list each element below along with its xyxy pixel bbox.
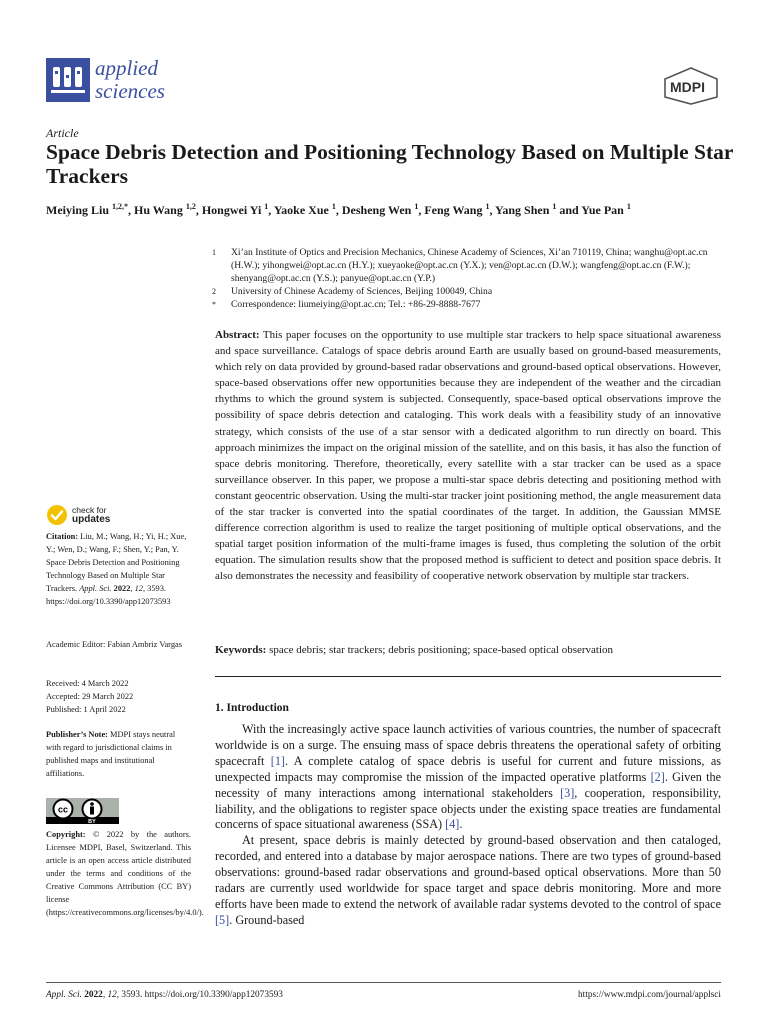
affiliations <box>212 246 727 311</box>
paragraph-text: . <box>459 817 463 832</box>
author-affiliation-sup: 1 <box>264 202 269 211</box>
abstract-label: Abstract: <box>215 329 260 341</box>
publisher-note-label: Publisher’s Note: <box>46 730 108 739</box>
section-heading: 1. Introduction <box>215 702 289 714</box>
footer-year: 2022 <box>84 990 103 1000</box>
accepted-date: Accepted: 29 March 2022 <box>46 692 134 701</box>
affiliation-mark: 1 <box>212 248 216 257</box>
journal-name <box>95 57 165 103</box>
paragraph-text: . A complete catalog of space debris is useful for current and future missions, as unexpected impacts may compromise the mission of the impacted operative platforms <box>215 753 721 784</box>
copyright-notice <box>46 828 204 919</box>
author-name: Desheng Wen <box>341 203 415 217</box>
received-date: Received: 4 March 2022 <box>46 679 129 688</box>
journal-name-line1: applied <box>95 56 158 80</box>
footer-journal-url[interactable]: https://www.mdpi.com/journal/applsci <box>578 990 721 1000</box>
svg-text:cc: cc <box>57 804 69 815</box>
author-name: Hongwei Yi <box>201 203 265 217</box>
keywords <box>215 642 721 658</box>
footer-doi[interactable]: , 3593. https://doi.org/10.3390/app12073593 <box>116 990 283 1000</box>
publisher-note-text: MDPI stays neutral with regard to jurisdictional claims in published maps and institutional affiliations. <box>46 730 176 778</box>
reference-link[interactable]: [1] <box>270 753 285 768</box>
affiliation-item <box>212 246 727 285</box>
intro-body <box>215 722 721 929</box>
page-title: Space Debris Detection and Positioning Technology Based on Multiple Star Trackers <box>46 140 734 188</box>
published-date: Published: 1 April 2022 <box>46 705 126 714</box>
author-name: Yaoke Xue <box>273 203 332 217</box>
cc-by-license-icon[interactable] <box>46 798 119 824</box>
reference-link[interactable]: [2] <box>650 769 665 784</box>
copyright-text: © 2022 by the authors. Licensee MDPI, Basel, Switzerland. This article is an open access article distributed under the terms and conditions of the Creative Commons Attribution (CC BY) license (https://creativecommons.org/licenses/by/4.0/). <box>46 830 204 917</box>
abstract-text: This paper focuses on the opportunity to use multiple star trackers to help space situational awareness and space surveillance. Catalogs of space debris around Earth are usually based on ground-based measurements, which rely on data provided by ground-based radar observations and ground-based optical observations. However, space-based observations offer new opportunities because they are independent of the weather and the circadian rhythms to which the ground system is subjected. Consequently, space-based optical observations improve the possibility of space debris detection and cataloging. This work deals with a feasibility study of an innovative strategy, which consists of the use of a star sensor with a dedicated algorithm to run directly on board. This approach minimizes the impact on the original mission of the satellite, and on this basis, it has also the function of space debris monitoring. Therefore, theoretically, every satellite with a star tracker can be used as a space surveillance observer. In this paper, we propose a multi-star space debris detecting and positioning method with constant geocentric observation. Using the multi-star tracker joint positioning method, the angle measurement data of the star tracker is converted into the spatial coordinates of the target. In addition, the Gaussian MMSE difference correction algorithm is used to realize the target positioning of multiple optical observations, and the spatial target position information of the multi-frame images is fused, thus completing the solution of the orbit equation. The simulation results show that the proposed method is sufficient to detect and position space debris. It also demonstrates the necessity and feasibility of cooperative network observation by multiple star trackers. <box>215 329 721 583</box>
affiliation-item <box>212 298 727 311</box>
author-affiliation-sup: 1 <box>331 202 336 211</box>
check-updates-line2: updates <box>72 514 111 525</box>
author-name: Meiying Liu <box>46 203 113 217</box>
article-type: Article <box>46 126 79 140</box>
citation-volume: 12 <box>134 584 143 593</box>
author-affiliation-sup: 1,2,* <box>112 202 129 211</box>
footer-journal: Appl. Sci. <box>46 990 82 1000</box>
affiliation-mark: 2 <box>212 287 216 296</box>
affiliation-mark: * <box>212 300 216 309</box>
paragraph-text: . Ground-based <box>229 912 305 927</box>
keywords-label: Keywords: <box>215 644 267 656</box>
author-name: Hu Wang <box>134 203 186 217</box>
author-affiliation-sup: 1 <box>626 202 631 211</box>
intro-paragraph-2 <box>215 833 721 928</box>
author-name: Yue Pan <box>581 203 627 217</box>
footer-divider <box>46 982 721 983</box>
mdpi-logo <box>662 66 720 106</box>
check-updates-icon <box>46 504 68 526</box>
cc-by-label: BY <box>88 819 96 824</box>
citation-label: Citation: <box>46 532 79 541</box>
author-affiliation-sup: 1 <box>485 202 490 211</box>
author-affiliation-sup: 1 <box>552 202 557 211</box>
journal-logo-icon <box>46 58 90 102</box>
paragraph-text: . Given the necessity of many interactions among international stakeholders <box>215 769 721 800</box>
journal-name-line2: sciences <box>95 79 165 103</box>
reference-link[interactable]: [3] <box>560 785 575 800</box>
academic-editor: Academic Editor: Fabian Ambriz Vargas <box>46 640 182 649</box>
abstract <box>215 327 721 585</box>
section-divider <box>215 676 721 677</box>
affiliation-text: Correspondence: liumeiying@opt.ac.cn; Tel.: +86-29-8888-7677 <box>231 299 481 310</box>
mdpi-logo-text: MDPI <box>670 79 705 95</box>
paragraph-text: , cooperation, responsibility, liability, and the obligations to register space objects under the existing space treaties are fundamental concerns of space situational awareness (SSA) <box>215 785 721 832</box>
reference-link[interactable]: [5] <box>215 912 230 927</box>
author-affiliation-sup: 1,2 <box>185 202 196 211</box>
citation-block: Citation: Liu, M.; Wang, H.; Yi, H.; Xue, Y.; Wen, D.; Wang, F.; Shen, Y.; Pan, Y. Space Debris Detection and Positioning Technology Based on Multiple Star Trackers. Appl. Sci. 2022, 12, 3593. https://doi.org/10.3390/app12073593 <box>46 532 187 606</box>
reference-link[interactable]: [4] <box>445 817 460 832</box>
check-for-updates-button[interactable] <box>46 504 116 528</box>
footer-volume: 12 <box>107 990 117 1000</box>
affiliation-text: Xi’an Institute of Optics and Precision Mechanics, Chinese Academy of Sciences, Xi’an 710119, China; wanghu@opt.ac.cn (H.W.); yihongwei@opt.ac.cn (H.Y.); xueyaoke@opt.ac.cn (Y.X.); ven@opt.ac.cn (D.W.); wangfeng@opt.ac.cn (F.W.); shenyang@opt.ac.cn (Y.S.); panyue@opt.ac.cn (Y.P.) <box>231 247 708 284</box>
affiliation-text: University of Chinese Academy of Sciences, Beijing 100049, China <box>231 286 493 297</box>
affiliation-item <box>212 285 727 298</box>
author-affiliation-sup: 1 <box>414 202 419 211</box>
author-list: Meiying Liu $^{1,2,*}$, Hu Wang $^{1,2}$, Hongwei Yi $^1$, Yaoke Xue $^1$, Desheng Wen $^1$, Feng Wang $^1$, Yang Shen $^1$ and Yue Pan $^1$ <box>46 202 631 217</box>
intro-paragraph-1 <box>215 722 721 833</box>
citation-journal: Appl. Sci. <box>79 584 112 593</box>
citation-doi[interactable]: , 3593. https://doi.org/10.3390/app12073593 <box>46 584 171 606</box>
author-name: Feng Wang <box>424 203 486 217</box>
publication-dates <box>46 677 191 716</box>
citation-year: 2022 <box>113 584 131 593</box>
publisher-note <box>46 728 191 780</box>
footer-citation: Appl. Sci. 2022, 12, 3593. https://doi.org/10.3390/app12073593 <box>46 990 283 1000</box>
paragraph-text: With the increasingly active space launch activities of various countries, the number of spacecraft worldwide is on a surge. The ensuing mass of space debris threatens the operational safety of orbiting spacecraft <box>215 722 721 768</box>
copyright-label: Copyright: <box>46 830 86 839</box>
citation-text: Liu, M.; Wang, H.; Yi, H.; Xue, Y.; Wen, D.; Wang, F.; Shen, Y.; Pan, Y. Space Debris Detection and Positioning Technology Based on Multiple Star Trackers. <box>46 532 187 593</box>
paragraph-text: At present, space debris is mainly detected by ground-based observation and then cataloged, recorded, and entered into a database by major aerospace nations. There are two types of ground-based observations: ground-based radar observations and ground-based optical observations. More than 50 radars are currently used worldwide for space target and space debris monitoring. More and more efforts have been made to extend the network of available radar systems devoted to the control of space <box>215 833 721 911</box>
check-updates-line1: check for <box>72 505 107 515</box>
keywords-text: space debris; star trackers; debris positioning; space-based optical observation <box>269 644 614 656</box>
author-name: Yang Shen <box>495 203 553 217</box>
